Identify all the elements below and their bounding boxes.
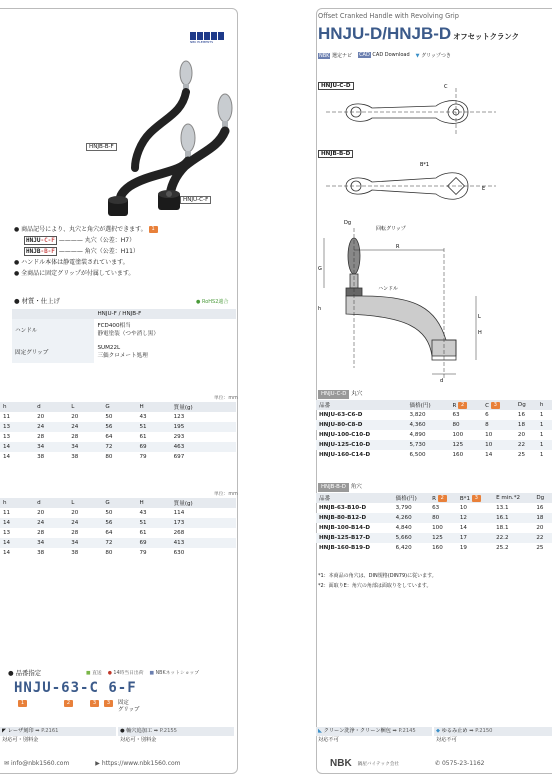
- dim-e: E: [482, 186, 486, 192]
- order-badges: [14, 700, 124, 708]
- table-row: 11 20 20 50 43 114: [3, 510, 185, 516]
- footer-company: 鍋屋バイテック会社: [357, 761, 400, 767]
- table-row: HNJU-80-C8-D 4,360 80 8 18 1: [316, 420, 552, 430]
- table3-title: HNJU-C-D 丸穴: [318, 389, 362, 399]
- footer-url[interactable]: ▶ https://www.nbk1560.com: [95, 760, 181, 767]
- footer-left: [4, 760, 181, 767]
- order-legend: [86, 669, 199, 676]
- table-row: 14 34 34 72 69 413: [0, 538, 236, 548]
- cad-icon: CAD: [359, 52, 370, 58]
- product-title: HNJU-D/HNJB-D オフセットクランク: [318, 24, 520, 43]
- photo-label-c: HNJU-C-F: [180, 196, 211, 204]
- footer-right: [330, 758, 485, 769]
- chip-navi[interactable]: NBK 選定ナビ: [319, 53, 353, 59]
- nbk-chip-icon: NBK: [319, 53, 330, 59]
- footnote: *1：本商品の角穴は、DIN規格(DIN79)に従います。: [318, 573, 437, 579]
- dim-l: L: [478, 314, 481, 320]
- table-row: HNJU-100-C10-D 4,890 100 10 20 1: [319, 432, 544, 438]
- product-subtitle: Offset Cranked Handle with Revolving Grip: [318, 12, 459, 20]
- truck-icon: ■: [86, 671, 91, 676]
- legend-shop: ■ NBKネットショップ: [149, 671, 200, 676]
- dim-hh: H: [478, 330, 482, 336]
- footnotes: [318, 571, 437, 591]
- page-ref: ➡ P.2150: [469, 728, 493, 734]
- label-grip: 回転グリップ: [376, 226, 406, 232]
- drill-icon: ●: [120, 728, 125, 734]
- service-clean[interactable]: ◣ クリーン洗浄・クリーン梱包 ➡ P.2145 対応不可: [316, 727, 432, 745]
- order-title: ● 品番指定: [8, 669, 42, 677]
- material-table: HNJU-F / HNJB-F ハンドル FCD400相当 静電塗装（つや消し黒） 固定グリップ SUM22L 三価クロメート処理: [12, 309, 236, 363]
- feature-chips: [318, 52, 451, 59]
- diagram-label-b: HNJB-B-D: [318, 150, 353, 158]
- table-row: 11 20 20 50 43 123: [3, 414, 185, 420]
- feature-item: ● 全商品に固定グリップが付属しています。: [14, 270, 135, 277]
- badge-1: 1: [149, 226, 158, 233]
- table4-title: HNJB-B-D 角穴: [318, 482, 362, 492]
- photo-label-b: HNJB-B-F: [86, 143, 117, 151]
- lock-icon: ◆: [436, 728, 440, 734]
- order-badge-2: 2: [64, 700, 73, 707]
- laser-icon: ◤: [2, 728, 6, 734]
- order-note: 固定 グリップ: [118, 700, 140, 713]
- table-row: HNJU-125-C10-D 5,730 125 10 22 1: [316, 440, 552, 450]
- material-blank: [12, 309, 94, 319]
- table-row: HNJU-63-C6-D 3,820 63 6 16 1: [319, 412, 544, 418]
- order-badge-1: 1: [18, 700, 27, 707]
- table-row: 14 38 38 80 79 697: [3, 454, 185, 460]
- dim-c: C: [444, 84, 448, 90]
- table-row: HNJU-160-C14-D 6,500 160 14 25 1: [319, 452, 544, 458]
- leaf-icon: ●: [196, 299, 201, 305]
- table-row: 13 28 28 64 61 268: [3, 530, 185, 536]
- label-handle: ハンドル: [378, 286, 399, 292]
- table-row: HNJB-100-B14-D 4,840 100 14 18.1 20: [319, 525, 544, 531]
- service-laser[interactable]: ◤ レーザ刻印 ➡ P.2161 対応可・別料金: [0, 727, 116, 745]
- dim-h: h: [318, 306, 322, 312]
- chip-cad[interactable]: CAD CAD Download: [359, 52, 410, 58]
- table-row: HNJB-125-B17-D 5,660 125 17 22.2 22: [316, 533, 552, 543]
- footer-brand: NBK: [330, 758, 352, 769]
- dim-d: d: [440, 378, 444, 384]
- clock-icon: ●: [107, 671, 112, 676]
- diagram-label-c: HNJU-C-D: [318, 82, 354, 90]
- code-row-c: HNJU-C-F ———— 丸穴（公差：H7）: [26, 237, 136, 244]
- product-photo: [90, 58, 240, 218]
- phone-icon: ✆: [435, 760, 441, 767]
- feature-text: ハンドル本体は静電塗装されています。: [21, 259, 129, 266]
- grip-icon: ▼: [415, 53, 420, 59]
- code-c: HNJU-C-F: [26, 237, 55, 244]
- unit-label-2: 単位：mm: [214, 492, 238, 497]
- pointer-icon: ▶: [95, 760, 100, 767]
- feature-text: 全商品に固定グリップが付属しています。: [21, 270, 135, 277]
- material-header: HNJU-F / HNJB-F: [94, 309, 236, 319]
- dim-g: G: [318, 266, 322, 272]
- unit-label-1: 単位：mm: [214, 396, 238, 401]
- legend-ship: ● 14時当日出荷: [107, 671, 144, 676]
- footer-phone[interactable]: ✆ 0575-23-1162: [435, 760, 485, 767]
- feature-item: ● 商品記号により、丸穴と角穴が選択できます。 1: [14, 224, 234, 235]
- material-part: ハンドル: [12, 319, 94, 341]
- rohs-badge: ● RoHS2適合: [196, 299, 229, 305]
- footer-email[interactable]: ✉ info@nbk1560.com: [4, 760, 70, 767]
- table-row: HNJB-63-B10-D 3,790 63 10 13.1 16: [319, 505, 544, 511]
- material-part: 固定グリップ: [12, 341, 94, 363]
- dim-r: R: [396, 244, 400, 250]
- table-row: 13 24 24 56 51 195: [0, 422, 236, 432]
- table-row: 14 38 38 80 79 630: [3, 550, 185, 556]
- nbk-logo: NBK ELEMENTS: [190, 32, 226, 48]
- dim-bm1: B*1: [420, 162, 430, 168]
- material-title: ● 材質・仕上げ: [14, 297, 60, 305]
- handle-photo-top: [135, 61, 192, 168]
- code-b: HNJB-B-F: [26, 248, 55, 255]
- legend-direct: ■ 直送: [86, 671, 102, 676]
- drawing-top-c: [326, 88, 496, 136]
- mail-icon: ✉: [4, 760, 10, 767]
- page-ref: ➡ P.2161: [35, 728, 59, 734]
- shop-icon: ■: [149, 671, 155, 676]
- service-lock[interactable]: ◆ ゆるみ止め ➡ P.2150 対応不可: [434, 727, 552, 745]
- order-badge-3b: 3: [104, 700, 113, 707]
- service-hole[interactable]: ● 軸穴追加工 ➡ P.2155 対応可・別料金: [118, 727, 234, 745]
- order-code: HNJU-63-C 6-F: [14, 680, 137, 696]
- price-table-c: 品番 価格(円) R 2 C 3 Dg h HNJU-63-C6-D 3,820 63 6 16 1 HNJU-80-C8-D 4,360 80 8 18 1 HNJU-100-C10-D 4,890 100 10 20 1 HNJU-125-C10-D 5,730 125 10 22 1 HNJU-160-C14-D 6,500 160 14 25 1: [316, 400, 552, 460]
- table-row: 13 28 28 64 61 293: [3, 434, 185, 440]
- dim-dg: Dg: [344, 220, 352, 226]
- clean-icon: ◣: [318, 728, 322, 734]
- code-c-desc: 丸穴（公差：H7）: [84, 237, 136, 244]
- dimension-table-1: h d L G H 質量(g) 11 20 20 50 43 123 13 24 24 56 51 195 13 28 28 64 61 293 14 34 34 72 69 463 14 38 38 80 79 697: [0, 402, 236, 462]
- code-b-desc: 角穴（公差：H11）: [84, 248, 139, 255]
- chip-grip[interactable]: ▼ グリップつき: [415, 53, 451, 59]
- price-table-b: 品番 価格(円) R 2 B*1 3 E min.*2 Dg HNJB-63-B10-D 3,790 63 10 13.1 16 HNJB-80-B12-D 4,260 80 12 16.1 18 HNJB-100-B14-D 4,840 100 14 18.1 20 HNJB-125-B17-D 5,660 125 17 22.2 22 HNJB-160-B19-D 6,420 160 19 25.2 25: [316, 493, 552, 553]
- drawing-top-b: [326, 173, 496, 200]
- table-row: 14 34 34 72 69 463: [0, 442, 236, 452]
- code-row-b: HNJB-B-F ———— 角穴（公差：H11）: [26, 248, 139, 255]
- drawing-side: [324, 228, 476, 378]
- order-badge-3a: 3: [90, 700, 99, 707]
- page-ref: ➡ P.2145: [392, 728, 416, 734]
- table-row: 14 24 24 56 51 173: [0, 518, 236, 528]
- feature-list: [14, 224, 234, 279]
- feature-item: ● ハンドル本体は静電塗装されています。: [14, 259, 129, 266]
- table-row: HNJB-160-B19-D 6,420 160 19 25.2 25: [319, 545, 544, 551]
- feature-text: 商品記号により、丸穴と角穴が選択できます。: [21, 226, 147, 233]
- technical-drawing: [316, 78, 552, 388]
- handle-photo-c: [158, 94, 232, 210]
- page-ref: ➡ P.2155: [153, 728, 177, 734]
- footnote: *2：面取りE：角穴の角部は面取りをしています。: [318, 583, 432, 589]
- dimension-table-2: h d L G H 質量(g) 11 20 20 50 43 114 14 24 24 56 51 173 13 28 28 64 61 268 14 34 34 72 69 413 14 38 38 80 79 630: [0, 498, 236, 558]
- table-row: HNJB-80-B12-D 4,260 80 12 16.1 18: [316, 513, 552, 523]
